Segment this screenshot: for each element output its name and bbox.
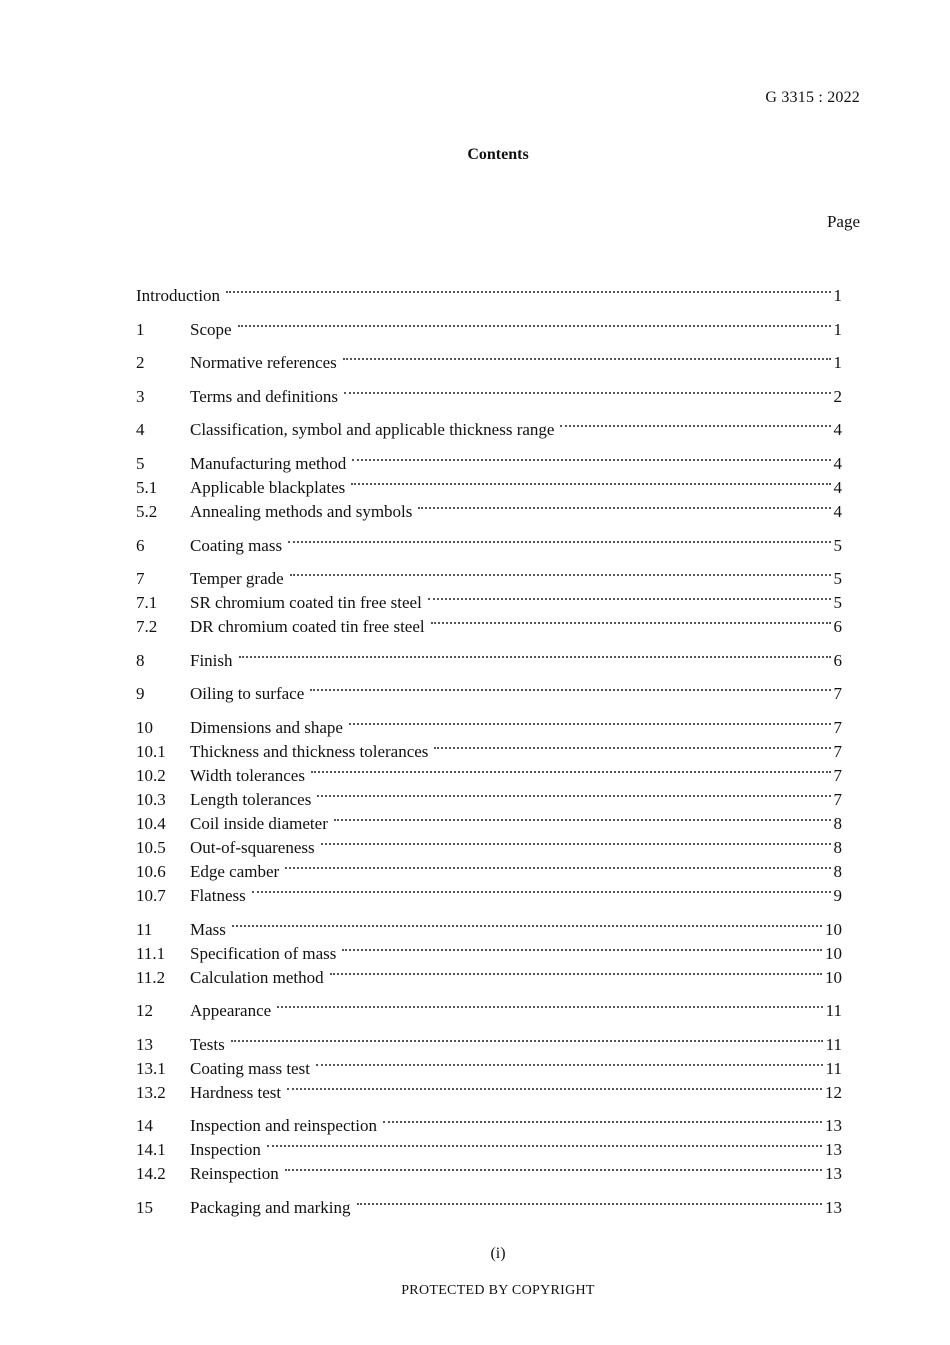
toc-dot-leader (428, 584, 831, 608)
toc-entry-number: 10.4 (136, 813, 166, 833)
toc-entry-title: Calculation method (190, 967, 324, 987)
toc-entry[interactable] (136, 560, 842, 589)
toc-dot-leader (344, 378, 830, 402)
toc-entry-page: 7 (833, 741, 842, 761)
toc-group (136, 378, 842, 406)
toc-entry-number: 11.2 (136, 967, 166, 987)
toc-entry-page: 12 (825, 1082, 842, 1102)
toc-entry-title: Width tolerances (190, 765, 305, 785)
toc-entry-number: 11 (136, 919, 153, 939)
toc-entry-number: 10.6 (136, 861, 166, 881)
toc-entry-page: 11 (825, 1001, 842, 1021)
toc-entry-number: 10.5 (136, 837, 166, 857)
toc-entry[interactable] (136, 445, 842, 473)
toc-group (136, 1189, 842, 1217)
toc-group (136, 445, 842, 521)
toc-entry-page: 1 (833, 286, 842, 305)
toc-dot-leader (232, 911, 822, 935)
toc-entry-page: 6 (833, 650, 842, 670)
toc-entry[interactable] (136, 527, 842, 555)
toc-entry-title: Specification of mass (190, 943, 337, 963)
toc-entry-page: 8 (833, 861, 842, 881)
toc-entry-title: Thickness and thickness tolerances (190, 741, 429, 761)
toc-entry-page: 4 (833, 453, 842, 473)
toc-dot-leader (287, 1074, 822, 1098)
toc-entry-page: 10 (825, 967, 842, 987)
toc-entry[interactable] (136, 675, 842, 704)
toc-entry-page: 8 (833, 837, 842, 857)
toc-dot-leader (349, 709, 831, 733)
toc-dot-leader (342, 935, 822, 959)
toc-entry-page: 10 (825, 943, 842, 963)
toc-entry-title: Appearance (190, 1001, 272, 1021)
toc-dot-leader (252, 877, 831, 901)
toc-group (136, 527, 842, 555)
toc-group (136, 1107, 842, 1184)
toc-dot-leader (267, 1131, 822, 1155)
toc-entry[interactable] (136, 1189, 842, 1217)
toc-entry-number: 12 (136, 1001, 153, 1021)
toc-dot-leader (357, 1189, 822, 1213)
toc-entry-title: Packaging and marking (190, 1197, 351, 1217)
toc-group (136, 911, 842, 987)
toc-dot-leader (285, 853, 830, 877)
toc-entry-page: 11 (825, 1058, 842, 1078)
toc-dot-leader (316, 1050, 823, 1074)
toc-entry-page: 4 (833, 477, 842, 497)
toc-entry-number: 15 (136, 1197, 153, 1217)
toc-group (136, 1026, 842, 1102)
toc-entry-number: 5 (136, 453, 145, 473)
toc-group (136, 992, 842, 1021)
toc-entry-number: 2 (136, 353, 145, 373)
toc-entry[interactable] (136, 344, 842, 373)
toc-entry[interactable] (136, 1050, 842, 1078)
toc-entry-title: Normative references (190, 353, 337, 373)
toc-entry-number: 14.1 (136, 1140, 166, 1160)
toc-entry-number: 13.1 (136, 1058, 166, 1078)
toc-entry-number: 4 (136, 420, 145, 440)
toc-entry-number: 8 (136, 650, 145, 670)
toc-dot-leader (285, 1155, 822, 1179)
toc-entry-title: Finish (190, 650, 233, 670)
toc-entry-number: 10.2 (136, 765, 166, 785)
toc-entry-number: 7.1 (136, 593, 158, 613)
toc-entry-page: 13 (825, 1116, 842, 1136)
toc-entry-page: 1 (833, 319, 842, 339)
toc-dot-leader (418, 493, 830, 517)
toc-entry-title: Introduction (136, 286, 221, 305)
table-of-contents (136, 277, 842, 1223)
toc-group (136, 277, 842, 305)
footer-copyright: PROTECTED BY COPYRIGHT (401, 1283, 595, 1298)
toc-dot-leader (239, 642, 831, 666)
toc-entry-title: Mass (190, 919, 226, 939)
page-column-label: Page (826, 212, 860, 231)
toc-entry-title: Terms and definitions (190, 386, 339, 406)
toc-entry[interactable] (136, 277, 842, 305)
toc-entry-number: 9 (136, 684, 145, 704)
toc-entry-number: 7.2 (136, 617, 158, 637)
toc-entry-title: Temper grade (190, 569, 284, 589)
toc-entry-number: 14.2 (136, 1164, 166, 1184)
toc-entry[interactable] (136, 1107, 842, 1136)
toc-dot-leader (330, 959, 822, 983)
toc-dot-leader (290, 560, 831, 584)
toc-entry[interactable] (136, 1026, 842, 1054)
toc-dot-leader (288, 527, 830, 551)
toc-entry[interactable] (136, 311, 842, 339)
toc-entry-title: Manufacturing method (190, 453, 347, 473)
toc-entry-page: 9 (833, 885, 842, 905)
toc-entry-number: 10 (136, 717, 153, 737)
toc-entry-title: Scope (190, 319, 232, 339)
document-code: G 3315 : 2022 (765, 89, 860, 106)
toc-dot-leader (560, 411, 830, 435)
toc-entry-number: 7 (136, 569, 145, 589)
toc-dot-leader (351, 469, 830, 493)
toc-dot-leader (334, 805, 831, 829)
toc-entry-number: 11.1 (136, 943, 166, 963)
toc-group (136, 560, 842, 637)
toc-dot-leader (317, 781, 830, 805)
toc-entry[interactable] (136, 935, 842, 963)
toc-entry-page: 10 (825, 919, 842, 939)
toc-entry-title: Coating mass (190, 535, 283, 555)
toc-entry-title: Coating mass test (190, 1058, 310, 1078)
toc-entry-title: Edge camber (190, 861, 280, 881)
toc-entry-title: Reinspection (190, 1164, 279, 1184)
toc-dot-leader (321, 829, 831, 853)
toc-entry-page: 13 (825, 1164, 842, 1184)
toc-entry-title: Flatness (190, 885, 246, 905)
toc-dot-leader (352, 445, 830, 469)
toc-entry[interactable] (136, 378, 842, 406)
toc-group (136, 411, 842, 440)
toc-dot-leader (431, 608, 831, 632)
toc-entry-page: 11 (825, 1034, 842, 1054)
toc-entry-page: 13 (825, 1197, 842, 1217)
toc-entry-number: 14 (136, 1116, 153, 1136)
toc-entry-number: 5.2 (136, 501, 158, 521)
toc-dot-leader (311, 757, 831, 781)
toc-entry-number: 10.7 (136, 885, 166, 905)
toc-entry[interactable] (136, 992, 842, 1021)
toc-entry-page: 7 (833, 789, 842, 809)
toc-entry-title: SR chromium coated tin free steel (190, 593, 422, 613)
toc-dot-leader (277, 992, 822, 1016)
toc-entry-title: Inspection and reinspection (190, 1116, 377, 1136)
toc-entry-page: 8 (833, 813, 842, 833)
toc-entry-title: Inspection (190, 1140, 261, 1160)
toc-dot-leader (343, 344, 831, 368)
toc-entry-page: 5 (833, 569, 842, 589)
toc-dot-leader (310, 675, 830, 699)
footer-page-number: (i) (490, 1245, 506, 1262)
toc-entry-page: 13 (825, 1140, 842, 1160)
toc-entry-page: 5 (833, 535, 842, 555)
toc-dot-leader (383, 1107, 822, 1131)
toc-entry-title: Tests (190, 1034, 225, 1054)
toc-dot-leader (226, 277, 830, 301)
toc-entry-title: Hardness test (190, 1082, 282, 1102)
toc-entry-title: Out-of-squareness (190, 837, 315, 857)
toc-entry-page: 5 (833, 593, 842, 613)
toc-entry[interactable] (136, 709, 842, 737)
toc-group (136, 311, 842, 339)
toc-group (136, 675, 842, 704)
toc-entry-number: 10.3 (136, 789, 166, 809)
toc-entry-title: Oiling to surface (190, 684, 305, 704)
toc-entry-title: Applicable blackplates (190, 477, 346, 497)
toc-entry-number: 3 (136, 386, 145, 406)
toc-entry[interactable] (136, 642, 842, 670)
toc-dot-leader (434, 733, 830, 757)
toc-entry-page: 1 (833, 353, 842, 373)
toc-entry-page: 7 (833, 684, 842, 704)
toc-entry-page: 4 (833, 420, 842, 440)
toc-entry-page: 7 (833, 765, 842, 785)
toc-entry-title: Classification, symbol and applicable thickness range (190, 420, 555, 440)
toc-entry-number: 10.1 (136, 741, 166, 761)
toc-group (136, 709, 842, 905)
toc-entry-title: Coil inside diameter (190, 813, 328, 833)
toc-entry-title: Annealing methods and symbols (190, 501, 413, 521)
toc-entry-page: 7 (833, 717, 842, 737)
toc-entry-title: DR chromium coated tin free steel (190, 617, 425, 637)
toc-entry-number: 13 (136, 1034, 153, 1054)
toc-entry-page: 6 (833, 617, 842, 637)
toc-entry[interactable] (136, 911, 842, 939)
toc-entry-number: 6 (136, 535, 145, 555)
toc-entry-title: Length tolerances (190, 789, 312, 809)
toc-dot-leader (238, 311, 831, 335)
toc-entry-page: 2 (833, 386, 842, 406)
toc-dot-leader (231, 1026, 823, 1050)
toc-entry-number: 13.2 (136, 1082, 166, 1102)
toc-entry-number: 1 (136, 319, 145, 339)
toc-group (136, 344, 842, 373)
toc-entry[interactable] (136, 411, 842, 440)
toc-group (136, 642, 842, 670)
toc-entry-page: 4 (833, 501, 842, 521)
toc-entry-title: Dimensions and shape (190, 717, 343, 737)
page-title: Contents (467, 146, 529, 163)
toc-entry-number: 5.1 (136, 477, 158, 497)
